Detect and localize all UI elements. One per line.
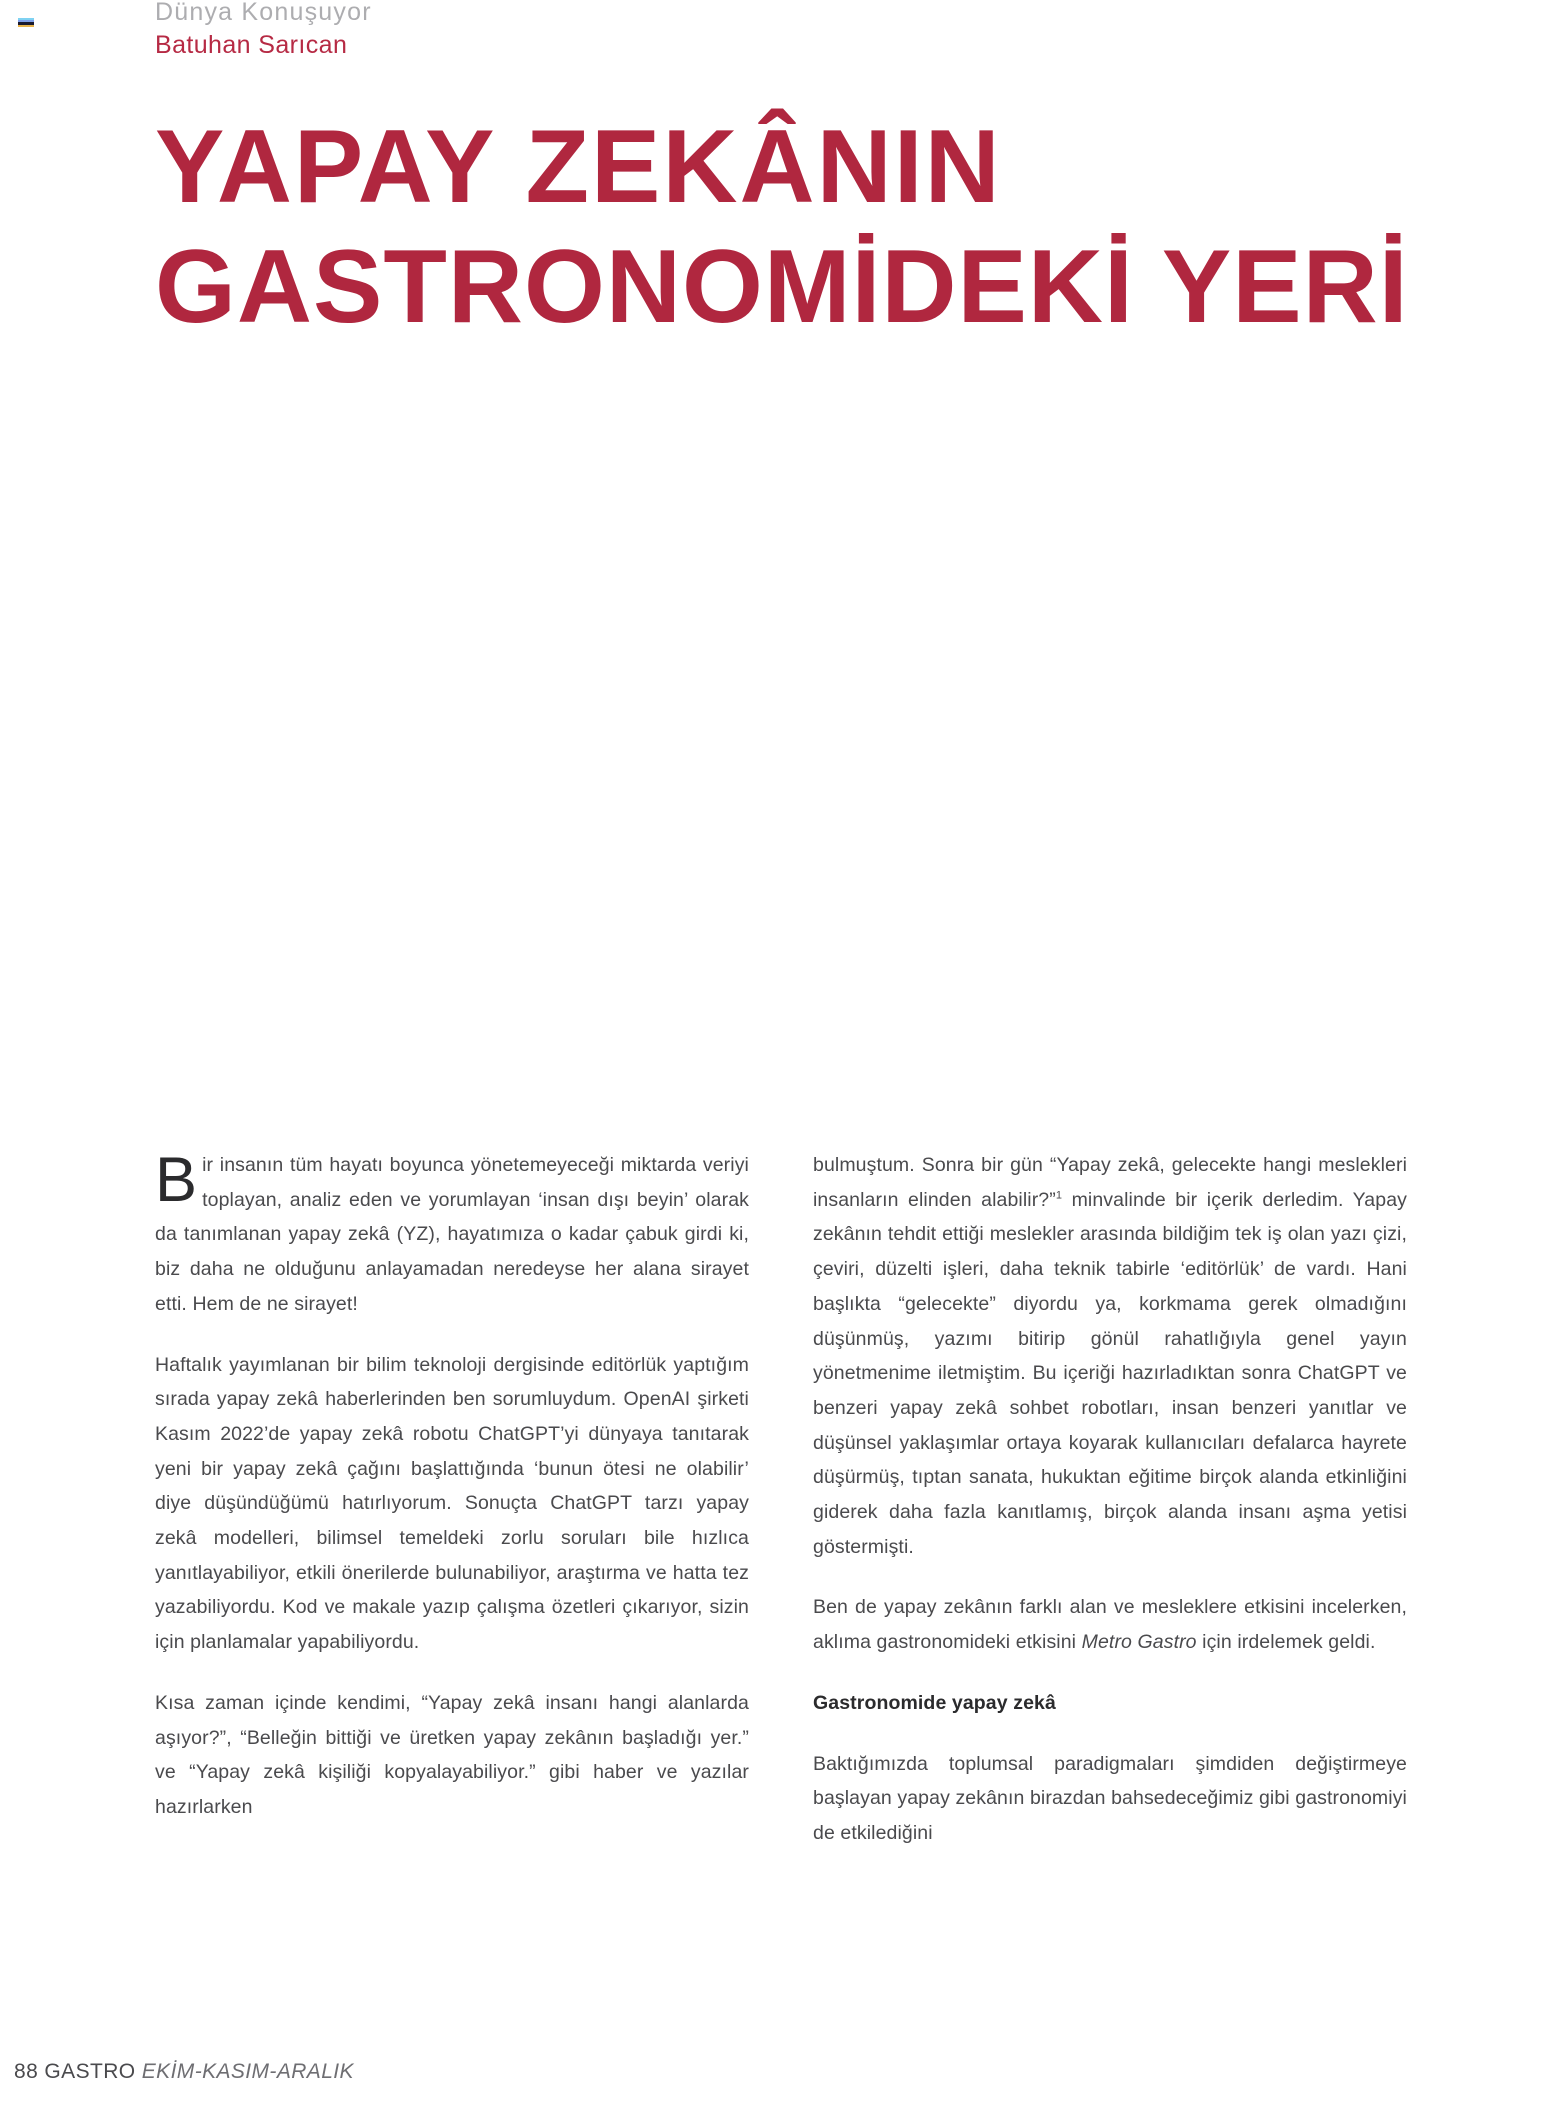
paragraph-text-post: için irdelemek geldi.	[1196, 1631, 1376, 1654]
headline-line-1: YAPAY ZEKÂNIN	[155, 109, 1002, 226]
paragraph	[813, 1148, 1407, 1564]
issue-label: EKİM-KASIM-ARALIK	[141, 2060, 354, 2083]
page-title	[155, 109, 1425, 357]
paragraph-text-pre: Ben de yapay zekânın farklı alan ve mesleklere etkisini incelerken, aklıma gastronomideki etkisini	[813, 1596, 1407, 1654]
paragraph: Kısa zaman içinde kendimi, “Yapay zekâ insanı hangi alanlarda aşıyor?”, “Belleğin bittiği ve üretken yapay zekânın başladığı yer.” ve “Yapay zekâ kişiliği kopyalayabiliyor.” gibi haber ve yazılar hazırlarken	[155, 1691, 749, 1818]
page-number: 88	[14, 2060, 39, 2083]
left-column	[155, 1145, 749, 1851]
page-footer	[14, 2060, 354, 2084]
footnote-marker: 1	[1055, 1189, 1063, 1202]
color-stripe-5	[18, 27, 34, 29]
headline-line-2: GASTRONOMİDEKİ YERİ	[155, 229, 1409, 346]
paragraph: Haftalık yayımlanan bir bilim teknoloji dergisinde editörlük yaptığım sırada yapay zekâ haberlerinden ben sorumluydum. OpenAI şirketi Kasım 2022’de yapay zekâ robotu ChatGPT’yi dünyaya tanıtarak yeni bir yapay zekâ çağını başlattığında ‘bunun ötesi ne olabilir’ diye düşündüğümü hatırlıyorum. Sonuçta ChatGPT tarzı yapay zekâ modelleri, bilimsel temeldeki zorlu soruları bile hızlıca yanıtlayabiliyor, etkili önerilerde bulunabiliyor, araştırma ve hatta tez yazabiliyordu. Kod ve makale yazıp çalışma özetleri çıkarıyor, sizin için planlamalar yapabiliyordu.	[155, 1353, 749, 1654]
paragraph	[813, 1590, 1407, 1659]
publication-name: GASTRO	[44, 2060, 136, 2083]
author-byline: Batuhan Sarıcan	[155, 31, 348, 59]
article-body	[155, 1145, 1407, 1851]
paragraph-text-pre: bulmuştum. Sonra bir gün “Yapay zekâ, gelecekte hangi meslekleri insanların elinden alabilir?”	[813, 1154, 1407, 1211]
article-header	[155, 0, 1055, 62]
paragraph-text-post: minvalinde bir içerik derledim. Yapay zekânın tehdit ettiği meslekler arasında bildiğim tek iş olan yazı çizi, çeviri, düzelti işleri, daha teknik tabirle ‘editörlük’ de vardı. Hani başlıkta “gelecekte” diyordu ya, korkmama gerek olmadığını düşünmüş, yazımı bitirip gönül rahatlığıyla genel yayın yönetmenime iletmiştim. Bu içeriği hazırladıktan sonra ChatGPT ve benzeri yapay zekâ sohbet robotları, insan benzeri yanıtlar ve düşünsel yaklaşımlar ortaya koyarak kullanıcıları defalarca hayrete düşürmüş, tıptan sanata, hukuktan eğitime birçok alanda etkinliğini giderek daha fazla kanıtlamış, birçok alanda insanı aşma yetisi göstermişti.	[813, 1188, 1407, 1558]
paragraph: Baktığımızda toplumsal paradigmaları şimdiden değiştirmeye başlayan yapay zekânın birazdan bahsedeceğimiz gibi gastronomiyi de etkilediğini	[813, 1752, 1407, 1844]
publication-title: Metro Gastro	[1081, 1631, 1197, 1654]
right-column	[813, 1148, 1407, 1851]
paragraph: Bir insanın tüm hayatı boyunca yönetemeyeceği miktarda veriyi toplayan, analiz eden ve yorumlayan ‘insan dışı beyin’ olarak da tanımlanan yapay zekâ (YZ), hayatımıza o kadar çabuk girdi ki, biz daha ne olduğunu anlayamadan neredeyse her alana sirayet etti. Hem de ne sirayet!	[155, 1145, 749, 1315]
section-subheading: Gastronomide yapay zekâ	[813, 1691, 1056, 1714]
section-kicker: Dünya Konuşuyor	[155, 0, 372, 26]
color-bar-mark	[18, 18, 34, 29]
